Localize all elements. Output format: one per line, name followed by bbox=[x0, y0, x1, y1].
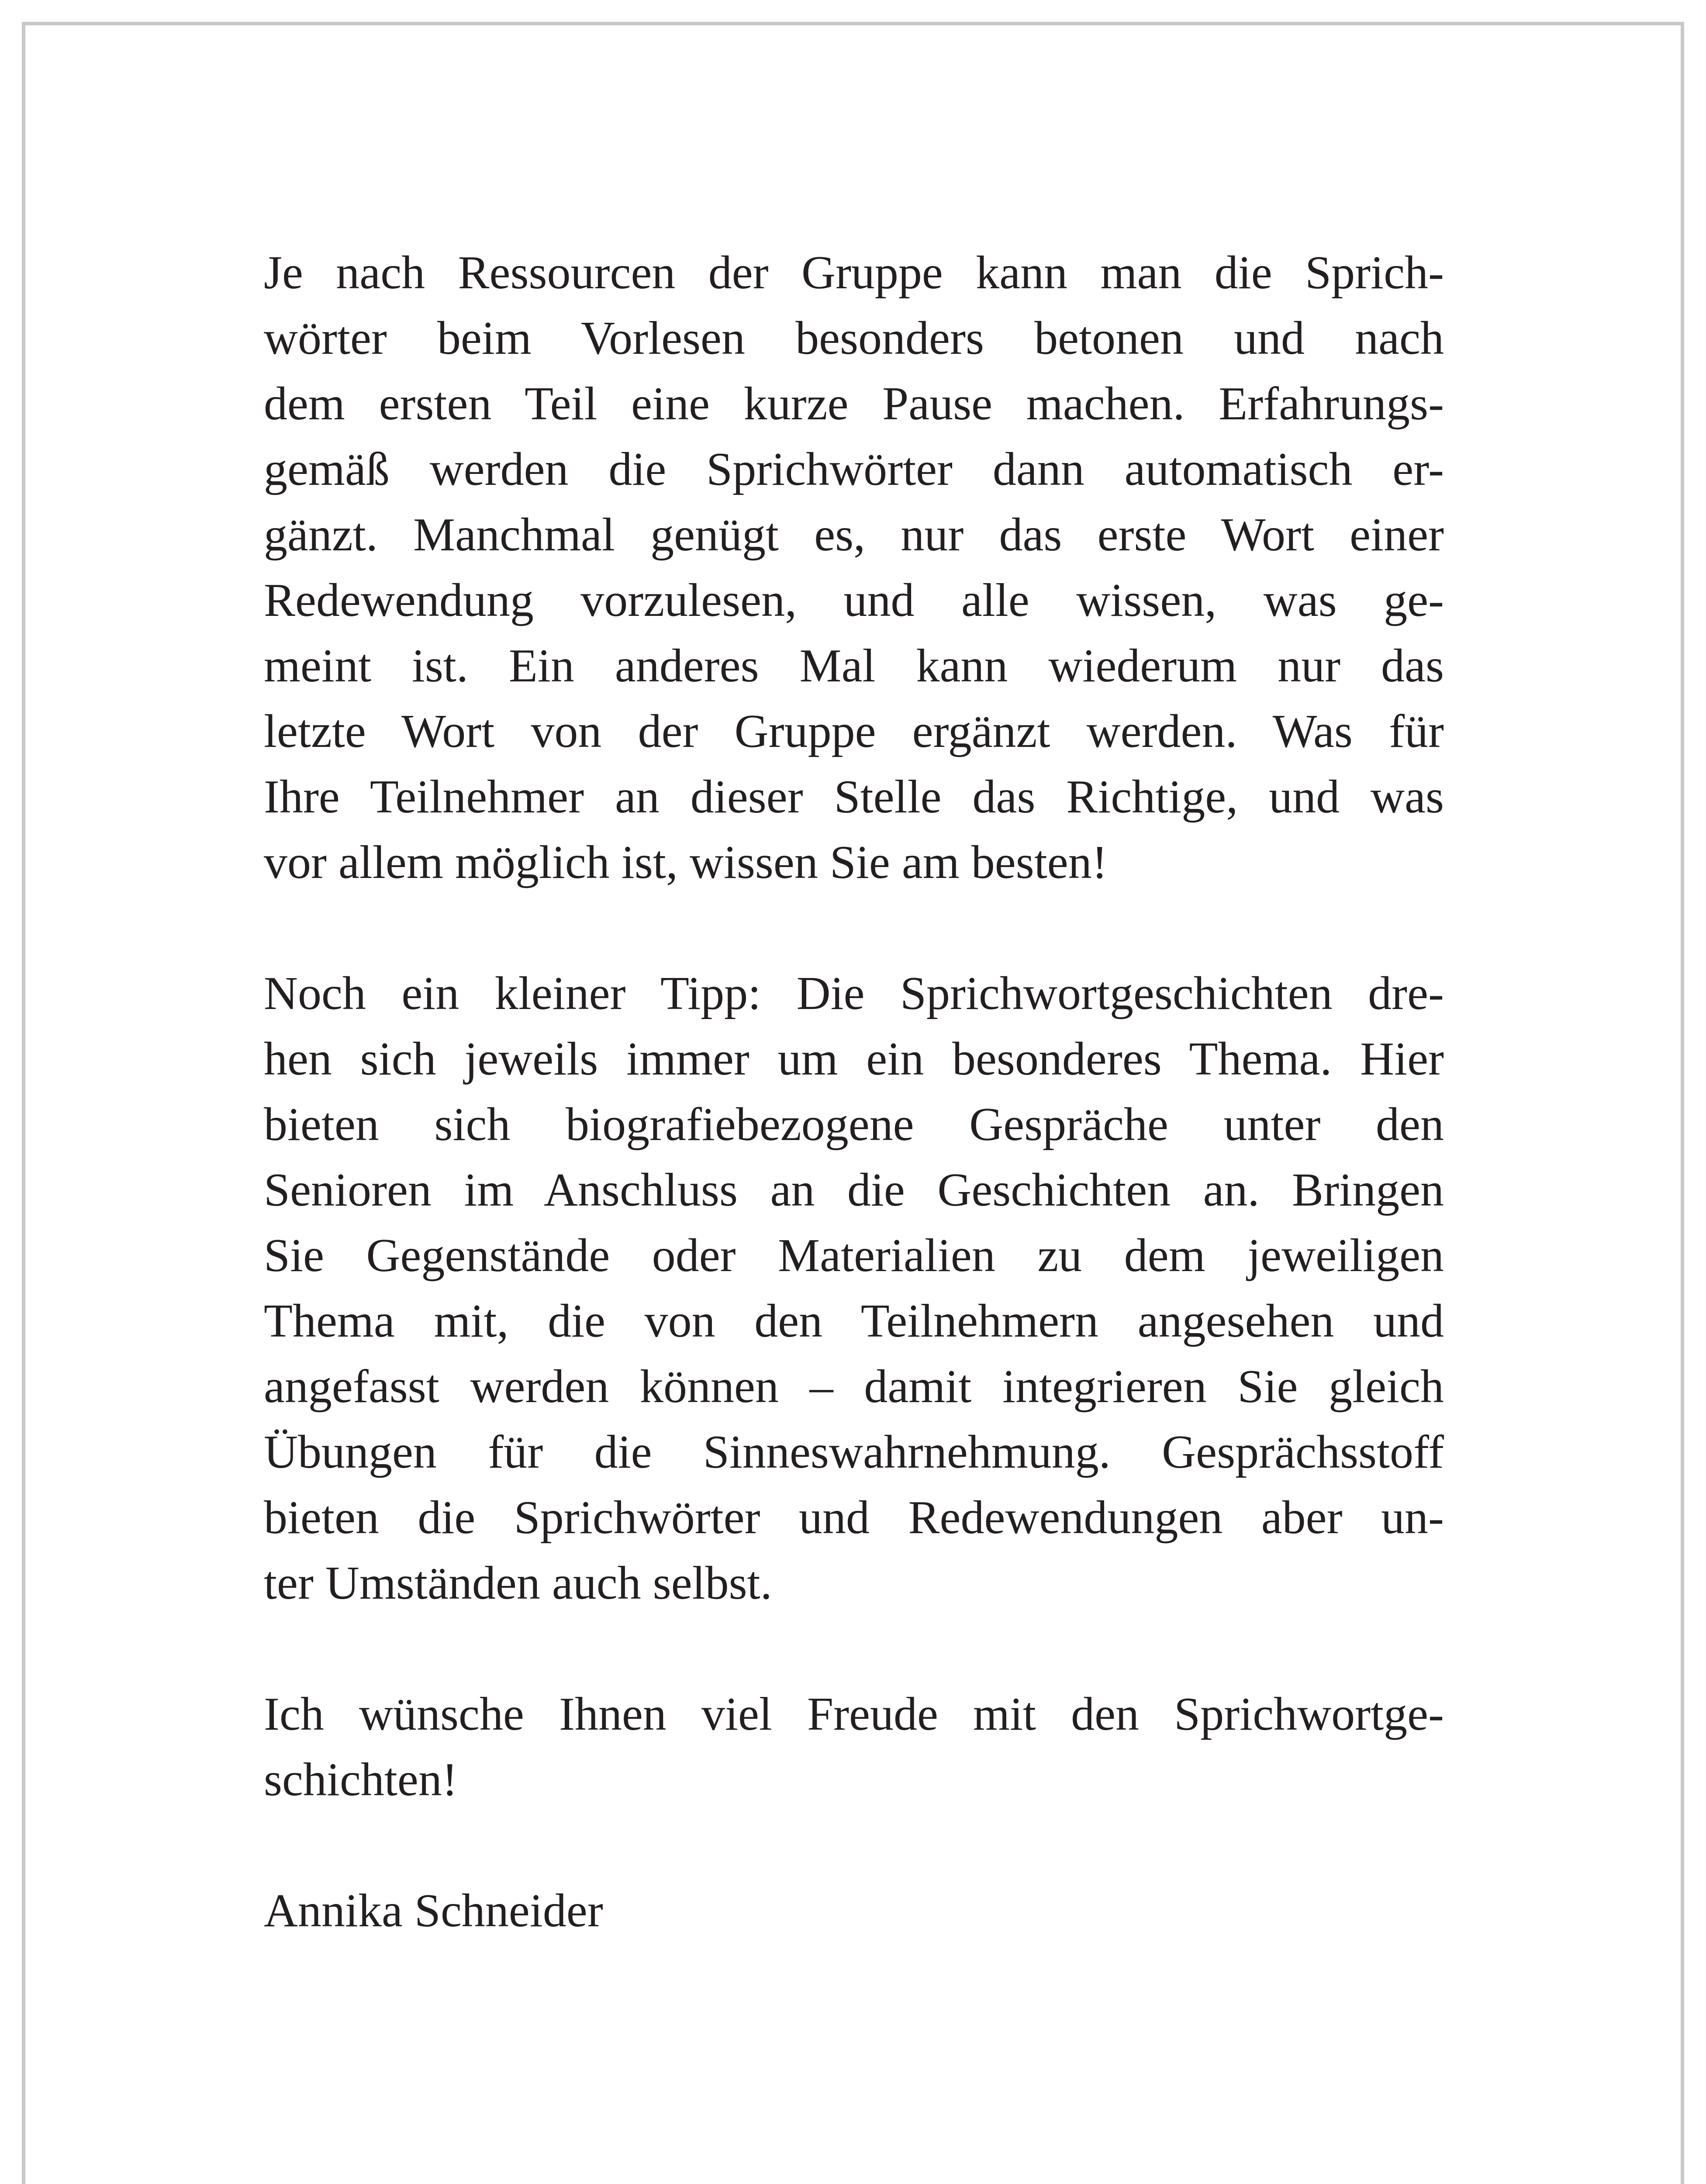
text-line: dem ersten Teil eine kurze Pause machen. Erfahrungs- bbox=[264, 378, 1444, 430]
text-line: wörter beim Vorlesen besonders betonen und nach bbox=[264, 312, 1444, 364]
text-line: schichten! bbox=[264, 1754, 458, 1806]
text-line: Je nach Ressourcen der Gruppe kann man die Sprich- bbox=[264, 247, 1444, 299]
text-line: meint ist. Ein anderes Mal kann wiederum nur das bbox=[264, 640, 1444, 692]
text-line: bieten die Sprichwörter und Redewendungen aber un- bbox=[264, 1492, 1444, 1544]
text-line: gemäß werden die Sprichwörter dann automatisch er- bbox=[264, 443, 1444, 495]
text-line: Noch ein kleiner Tipp: Die Sprichwortgeschichten dre- bbox=[264, 968, 1444, 1019]
text-line: Thema mit, die von den Teilnehmern angesehen und bbox=[264, 1295, 1444, 1347]
text-line: Sie Gegenstände oder Materialien zu dem jeweiligen bbox=[264, 1230, 1444, 1282]
text-line: letzte Wort von der Gruppe ergänzt werden. Was für bbox=[264, 705, 1444, 757]
paragraph-2 bbox=[264, 961, 1444, 1616]
text-line: Ich wünsche Ihnen viel Freude mit den Sprichwortge- bbox=[264, 1688, 1444, 1740]
body-text bbox=[264, 240, 1444, 1944]
text-line: bieten sich biografiebezogene Gespräche unter den bbox=[264, 1099, 1444, 1151]
text-line: hen sich jeweils immer um ein besonderes Thema. Hier bbox=[264, 1033, 1444, 1085]
text-line: angefasst werden können – damit integrieren Sie gleich bbox=[264, 1361, 1444, 1413]
paragraph-3 bbox=[264, 1682, 1444, 1813]
text-line: vor allem möglich ist, wissen Sie am besten! bbox=[264, 836, 1108, 888]
signature-paragraph bbox=[264, 1878, 1444, 1944]
paragraph-1 bbox=[264, 240, 1444, 895]
text-line: ter Umständen auch selbst. bbox=[264, 1557, 772, 1609]
author-name: Annika Schneider bbox=[264, 1885, 603, 1937]
text-line: Redewendung vorzulesen, und alle wissen, was ge- bbox=[264, 574, 1444, 626]
text-line: gänzt. Manchmal genügt es, nur das erste Wort einer bbox=[264, 509, 1444, 561]
text-line: Übungen für die Sinneswahrnehmung. Gesprächsstoff bbox=[264, 1426, 1444, 1478]
text-line: Ihre Teilnehmer an dieser Stelle das Richtige, und was bbox=[264, 771, 1444, 823]
text-line: Senioren im Anschluss an die Geschichten an. Bringen bbox=[264, 1164, 1444, 1216]
